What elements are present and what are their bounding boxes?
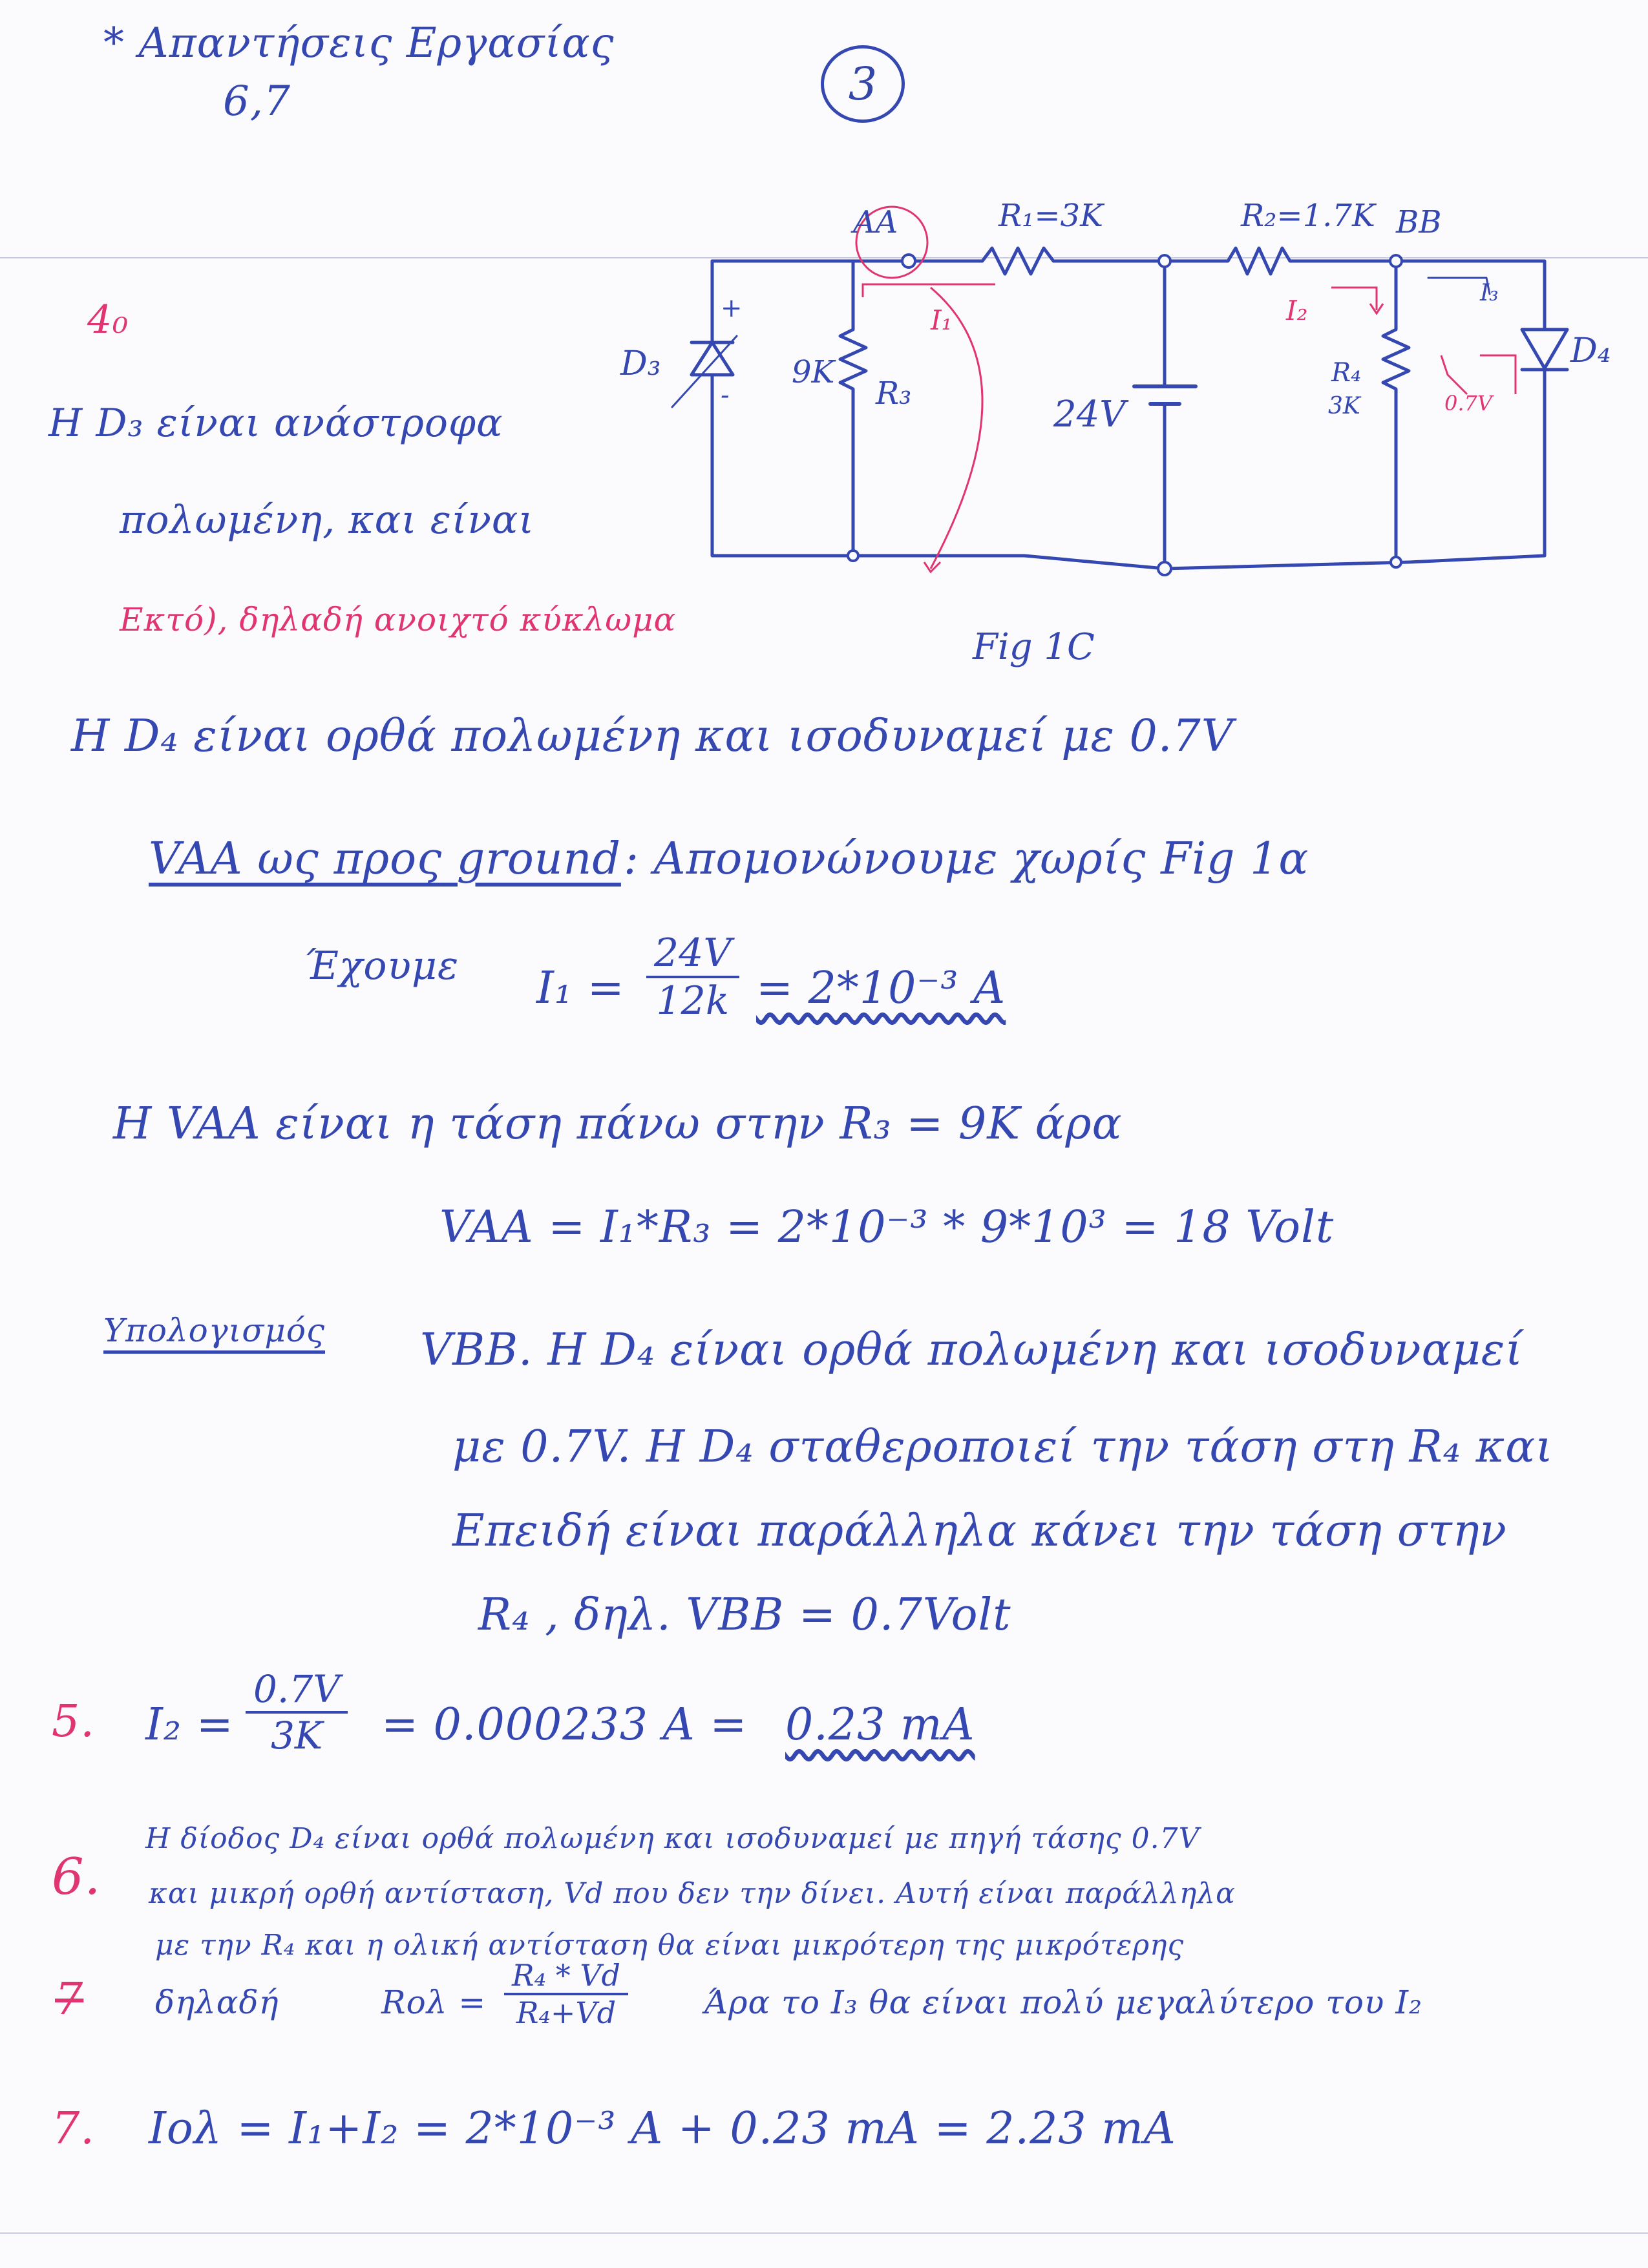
answer-6-line1: Η δίοδος D₄ είναι ορθά πολωμένη και ισοδυναμεί με πηγή τάσης 0.7V (145, 1822, 1200, 1855)
node-aa-dot (902, 255, 915, 268)
vbb-line1: VBB. Η D₄ είναι ορθά πολωμένη και ισοδυναμεί (420, 1325, 1523, 1376)
current-i1-arrow (863, 284, 995, 297)
label-i3: I₃ (1480, 280, 1499, 306)
d3-note-line3: Εκτό), δηλαδή ανοιχτό κύκλωμα (120, 601, 677, 638)
calc-label: Υπολογισμός (103, 1312, 325, 1349)
i2-numerator: 0.7V (246, 1667, 348, 1714)
answer-6-line4b: Άρα το I₃ θα είναι πολύ μεγαλύτερο του I₂ (704, 1984, 1423, 2021)
page-number-circle: 3 (821, 45, 905, 123)
vbb-line2: με 0.7V. Η D₄ σταθεροποιεί την τάση στη R₄ και (452, 1422, 1554, 1473)
vaa-equation: VAA = I₁*R₃ = 2*10⁻³ * 9*10³ = 18 Volt (439, 1202, 1335, 1253)
label-r3: R₃ (876, 375, 912, 412)
resistor-r4 (1383, 261, 1409, 562)
answer-5-number: 5. (52, 1696, 95, 1747)
i1-result: = 2*10⁻³ A (756, 963, 1006, 1014)
label-r4-value: 3K (1328, 393, 1360, 419)
answer-7-number: 7. (52, 2103, 95, 2154)
vbb-line4: R₄ , δηλ. VBB = 0.7Volt (478, 1590, 1011, 1641)
label-d4: D₄ (1570, 331, 1611, 370)
answer-7-equation: Iολ = I₁+I₂ = 2*10⁻³ A + 0.23 mA = 2.23 mA (149, 2103, 1176, 2154)
i2-result: 0.23 mA (785, 1699, 975, 1750)
i1-numerator: 24V (646, 930, 739, 978)
resistor-r3 (840, 261, 866, 556)
req-numerator: R₄ * Vd (504, 1958, 628, 1995)
vaa-description: : Απομονώνουμε χωρίς Fig 1α (624, 834, 1309, 885)
exei-label: Έχουμε (304, 943, 460, 989)
label-r3-value: 9K (792, 354, 835, 390)
label-source: 24V (1053, 394, 1126, 436)
req-lhs: Rολ = (381, 1984, 487, 2021)
resistor-r2 (1165, 248, 1396, 274)
i2-rhs: = 0.000233 A = (381, 1699, 748, 1750)
label-r1: R₁=3K (998, 198, 1103, 234)
label-plus: + (721, 293, 743, 323)
req-fraction (504, 1958, 628, 2030)
answer-6-line4a: δηλαδή (155, 1984, 279, 2021)
current-i2-arrow (1331, 288, 1377, 310)
d3-note-line1: Η D₃ είναι ανάστροφα (48, 401, 503, 446)
answer-6-line3: με την R₄ και η ολική αντίσταση θα είναι μικρότερη της μικρότερης (155, 1929, 1185, 1962)
vaa-statement: Η VAA είναι η τάση πάνω στην R₃ = 9K άρα (113, 1098, 1123, 1150)
i2-denominator: 3K (270, 1714, 323, 1758)
d3-note-line2: πολωμένη, και είναι (120, 498, 534, 543)
answer-7-struck: 7 (55, 1974, 84, 2025)
d4-statement: Η D₄ είναι ορθά πολωμένη και ισοδυναμεί με 0.7V (71, 711, 1234, 762)
i1-denominator: 12k (656, 978, 730, 1024)
vbb-line3: Επειδή είναι παράλληλα κάνει την τάση στην (452, 1506, 1507, 1557)
diode-d4 (1522, 330, 1567, 368)
label-v-d4: 0.7V (1444, 391, 1492, 415)
i1-lhs: I₁ = (536, 963, 625, 1014)
label-node-aa: AA (853, 204, 898, 240)
label-d3: D₃ (620, 344, 661, 383)
section-label: 4₀ (87, 297, 129, 342)
vaa-heading: VAA ως προς ground (149, 834, 621, 885)
answer-6-number: 6. (52, 1848, 101, 1906)
label-r4: R₄ (1331, 358, 1362, 388)
node-bb-dot (1390, 255, 1402, 267)
i2-fraction (246, 1667, 348, 1758)
label-fig: Fig 1C (973, 626, 1095, 668)
answer-6-line2: και μικρή ορθή αντίσταση, Vd που δεν την δίνει. Αυτή είναι παράλληλα (149, 1877, 1236, 1910)
i1-fraction (646, 930, 739, 1024)
i2-lhs: I₂ = (145, 1699, 234, 1750)
resistor-r1 (909, 248, 1165, 274)
label-r2: R₂=1.7K (1241, 198, 1375, 234)
page-title: * Απαντήσεις Εργασίας (103, 19, 615, 67)
label-i2: I₂ (1286, 295, 1308, 326)
label-i1: I₁ (931, 304, 953, 336)
req-denominator: R₄+Vd (516, 1995, 617, 2030)
page-subtitle: 6,7 (223, 78, 291, 125)
label-minus: - (721, 381, 730, 410)
circuit-diagram (620, 181, 1611, 672)
label-node-bb: BB (1396, 204, 1442, 240)
